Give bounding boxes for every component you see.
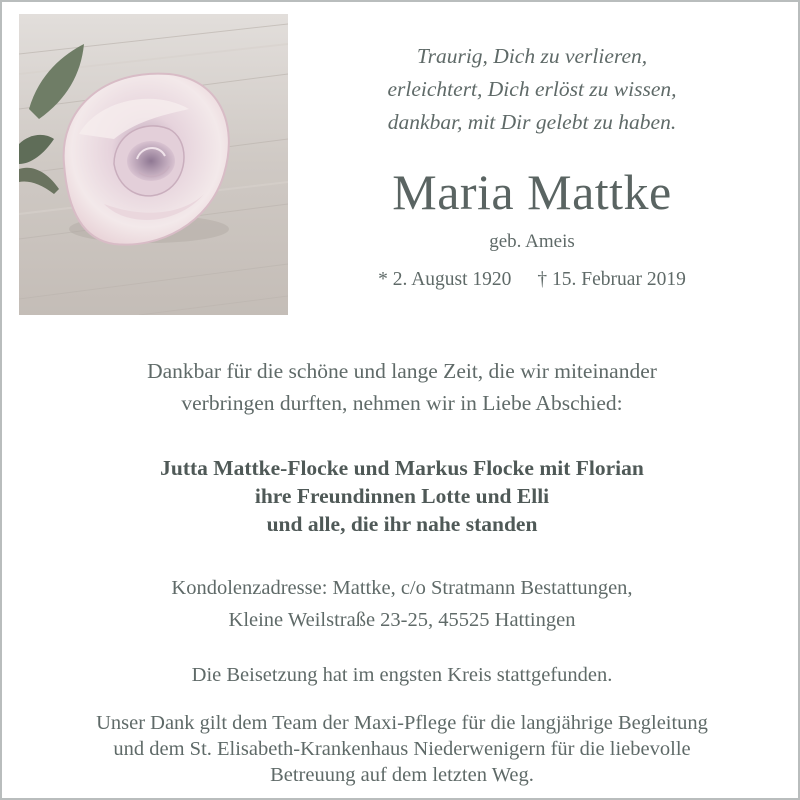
death-date: † 15. Februar 2019 bbox=[537, 269, 686, 290]
deceased-name: Maria Mattke bbox=[392, 164, 672, 220]
thanks-line: verbringen durften, nehmen wir in Liebe Abschied: bbox=[181, 391, 623, 415]
motto-verse bbox=[332, 40, 732, 139]
gratitude-line: und dem St. Elisabeth-Krankenhaus Niederwenigern für die liebevolle bbox=[113, 738, 691, 760]
condolence-line: Kleine Weilstraße 23-25, 45525 Hattingen bbox=[228, 609, 576, 631]
gratitude-text bbox=[12, 710, 792, 788]
mourner-line: und alle, die ihr nahe standen bbox=[266, 512, 538, 536]
mourner-line: Jutta Mattke-Flocke und Markus Flocke mit Florian bbox=[160, 456, 644, 480]
rose-photo bbox=[19, 14, 288, 315]
funeral-notice bbox=[12, 660, 792, 690]
mourners-list bbox=[12, 454, 792, 538]
thanks-line: Dankbar für die schöne und lange Zeit, die wir miteinander bbox=[147, 359, 657, 383]
mourner-line: ihre Freundinnen Lotte und Elli bbox=[254, 484, 550, 508]
motto-line: dankbar, mit Dir gelebt zu haben. bbox=[387, 110, 677, 134]
motto-line: erleichtert, Dich erlöst zu wissen, bbox=[387, 77, 677, 101]
condolence-line: Kondolenzadresse: Mattke, c/o Stratmann Bestattungen, bbox=[171, 577, 633, 599]
birth-name: geb. Ameis bbox=[489, 231, 575, 252]
condolence-address bbox=[12, 572, 792, 636]
funeral-line: Die Beisetzung hat im engsten Kreis stattgefunden. bbox=[191, 664, 613, 686]
birth-date: * 2. August 1920 bbox=[378, 269, 512, 290]
motto-line: Traurig, Dich zu verlieren, bbox=[416, 44, 648, 68]
gratitude-line: Unser Dank gilt dem Team der Maxi-Pflege für die langjährige Begleitung bbox=[96, 712, 708, 734]
gratitude-line: Betreuung auf dem letzten Weg. bbox=[270, 764, 534, 786]
life-dates bbox=[302, 266, 762, 294]
thanks-text bbox=[12, 355, 792, 419]
